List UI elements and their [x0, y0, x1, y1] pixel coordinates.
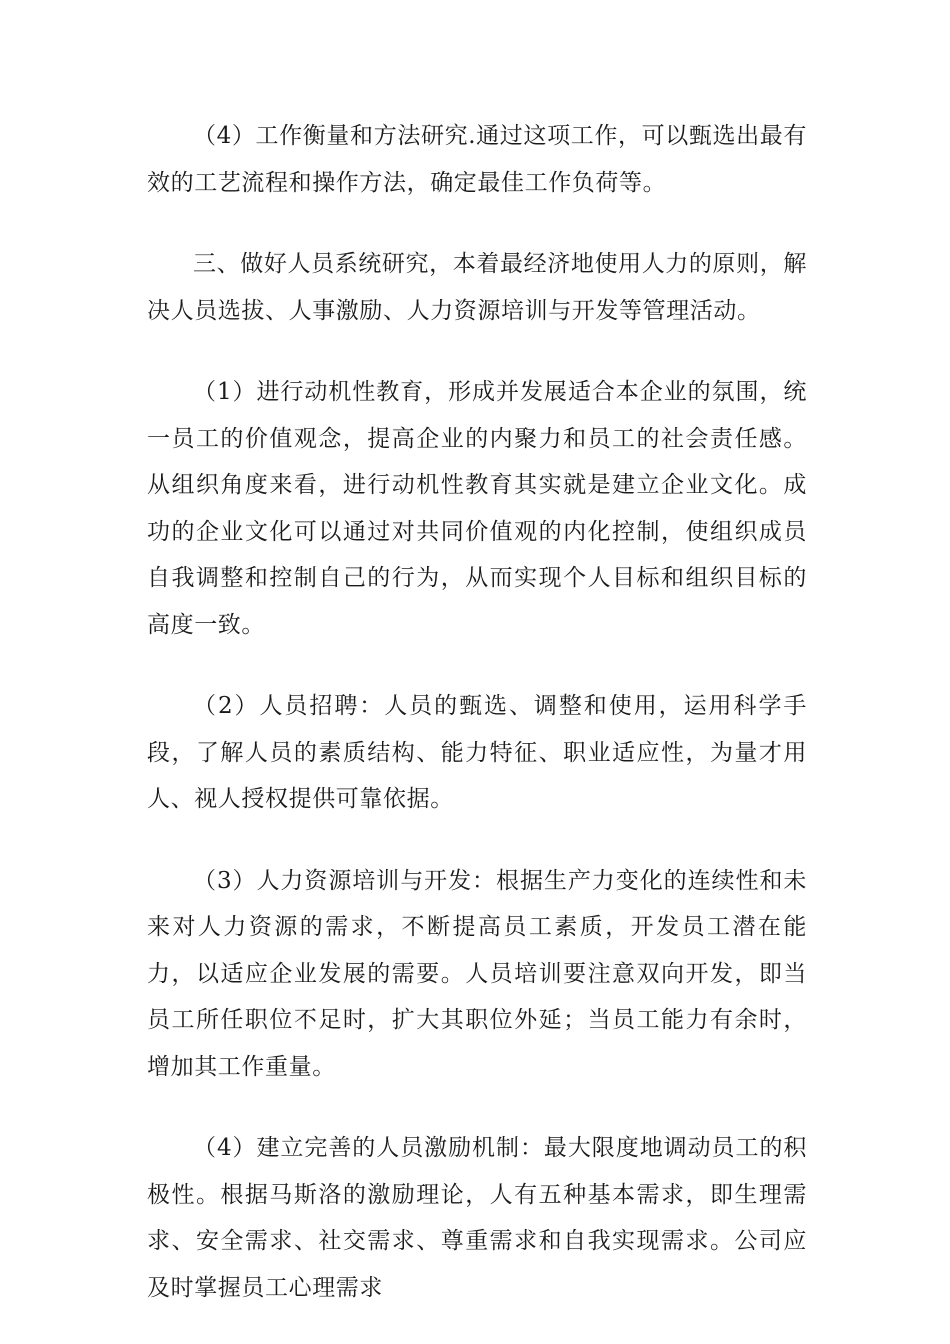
paragraph-section-three-heading: 三、做好人员系统研究，本着最经济地使用人力的原则，解决人员选拔、人事激励、人力资源培训与开发等管理活动。: [147, 251, 807, 324]
paragraph-motivational-education: （1）进行动机性教育，形成并发展适合本企业的氛围，统一员工的价值观念，提高企业的内聚力和员工的社会责任感。从组织角度来看，进行动机性教育其实就是建立企业文化。成功的企业文化可以通过对共同价值观的内化控制，使组织成员自我调整和控制自己的行为，从而实现个人目标和组织目标的高度一致。: [147, 379, 807, 638]
paragraph-incentive-mechanism: （4）建立完善的人员激励机制：最大限度地调动员工的积极性。根据马斯洛的激励理论，人有五种基本需求，即生理需求、安全需求、社交需求、尊重需求和自我实现需求。公司应及时掌握员工心理需求: [147, 1135, 807, 1301]
paragraph-work-measurement: （4）工作衡量和方法研究.通过这项工作，可以甄选出最有效的工艺流程和操作方法，确定最佳工作负荷等。: [147, 123, 807, 196]
paragraph-training-development: （3）人力资源培训与开发：根据生产力变化的连续性和未来对人力资源的需求，不断提高员工素质，开发员工潜在能力，以适应企业发展的需要。人员培训要注意双向开发，即当员工所任职位不足时，扩大其职位外延；当员工能力有余时，增加其工作重量。: [147, 867, 807, 1080]
paragraph-recruitment: （2）人员招聘：人员的甄选、调整和使用，运用科学手段，了解人员的素质结构、能力特征、职业适应性，为量才用人、视人授权提供可靠依据。: [147, 693, 807, 812]
document-body: [147, 113, 807, 1311]
